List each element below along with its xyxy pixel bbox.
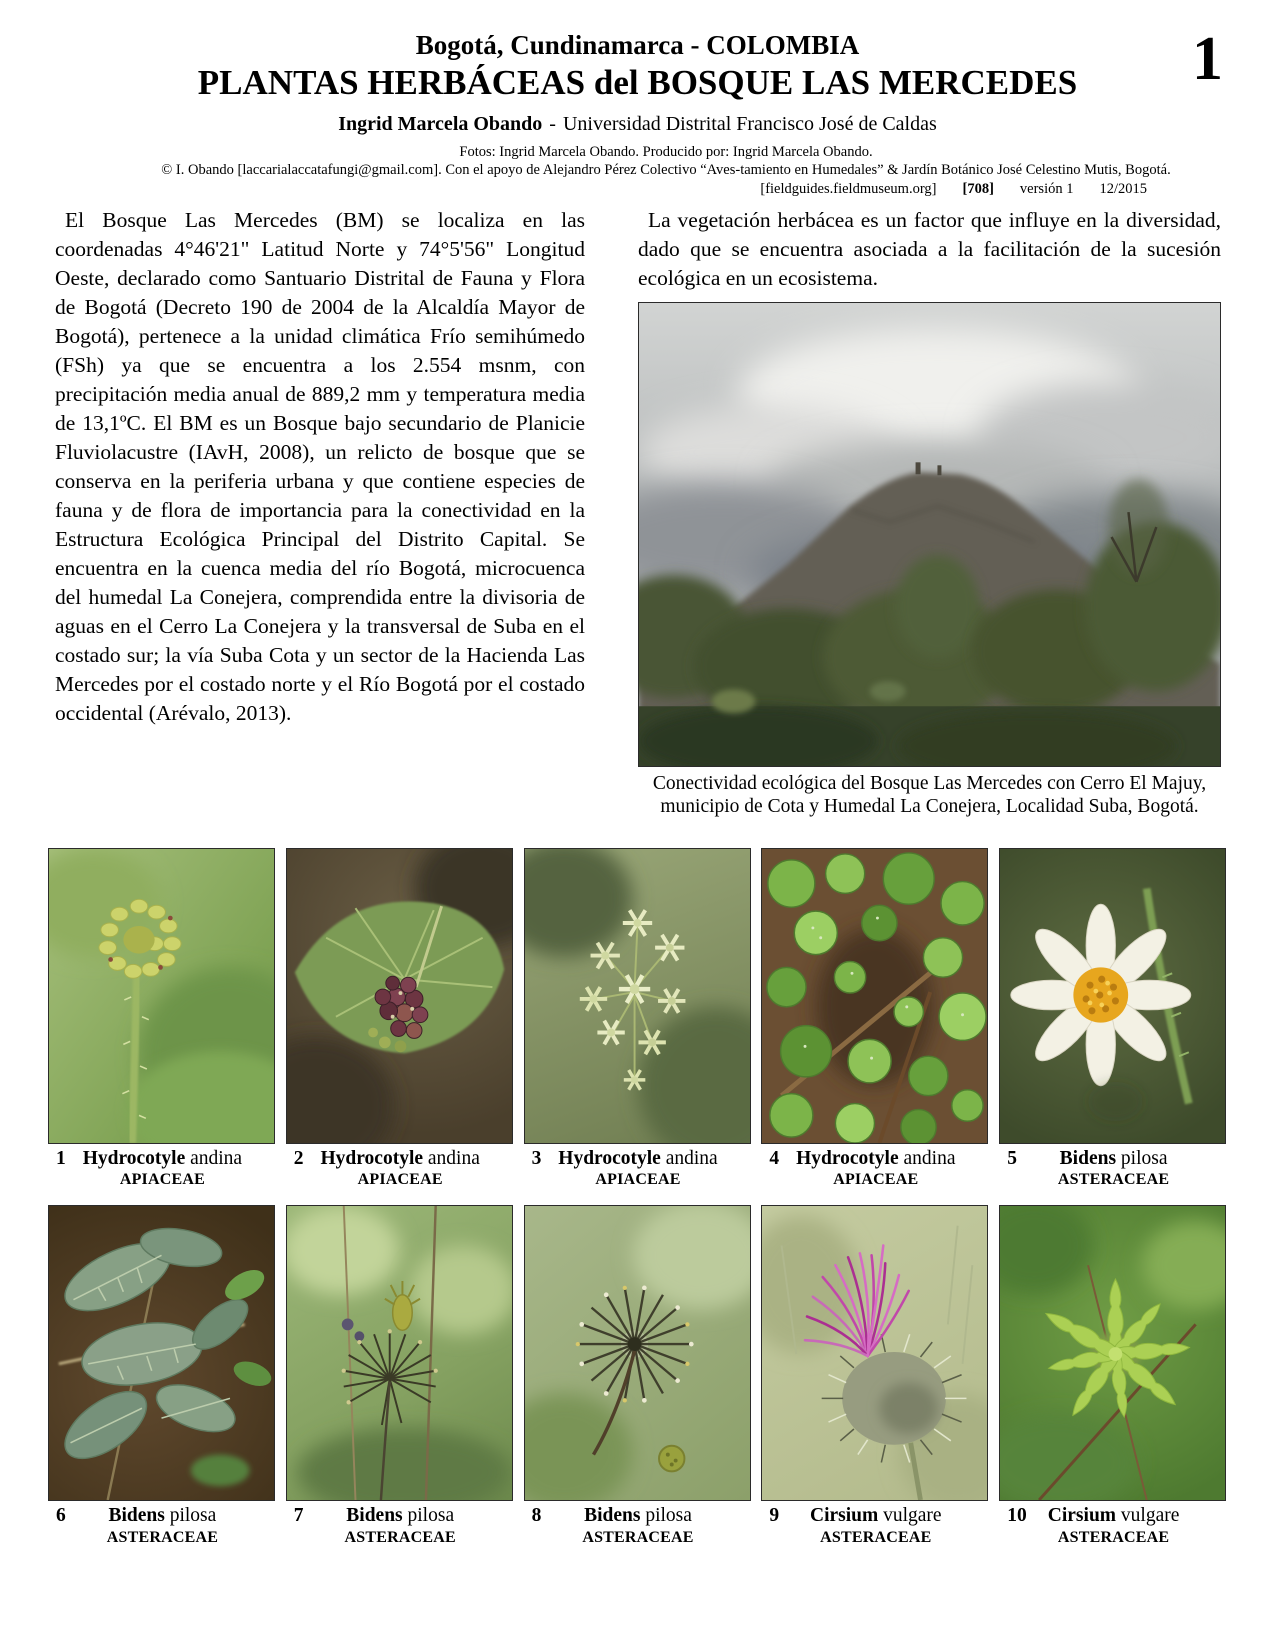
plant-photo-10 bbox=[999, 1205, 1226, 1501]
species-epithet: andina bbox=[427, 1147, 480, 1169]
species-genus: Bidens bbox=[584, 1505, 641, 1527]
species-grid bbox=[48, 848, 1228, 1547]
species-cell-4 bbox=[761, 848, 990, 1189]
version-label: versión 1 bbox=[1019, 180, 1074, 197]
species-family: ASTERACEAE bbox=[106, 1528, 219, 1546]
species-number: 4 bbox=[769, 1147, 780, 1169]
location-heading: Bogotá, Cundinamarca - COLOMBIA bbox=[415, 30, 860, 60]
landscape-caption-line1: Conectividad ecológica del Bosque Las Mercedes con Cerro El Majuy, bbox=[652, 772, 1207, 794]
species-epithet: andina bbox=[903, 1147, 956, 1169]
species-epithet: pilosa bbox=[1120, 1147, 1168, 1169]
page-title: PLANTAS HERBÁCEAS del BOSQUE LAS MERCEDES bbox=[197, 63, 1078, 103]
species-number: 10 bbox=[1007, 1505, 1027, 1527]
species-epithet: vulgare bbox=[883, 1505, 942, 1527]
intro-paragraph-left: El Bosque Las Mercedes (BM) se localiza en las coordenadas 4°46'21" Latitud Norte y 74°5'56" Longitud Oeste, declarado como Santuario Distrital de Fauna y Flora de Bogotá (Decreto 190 de 2004 de la Alcaldía Mayor de Bogotá), pertenece a la unidad climática Frío semihúmedo (FSh) ya que se encuentra a los 2.554 msnm, con precipitación media anual de 889,2 mm y temperatura media de 13,1ºC. El BM es un Bosque bajo secundario de Planicie Fluviolacustre (IAvH, 2008), un relicto de bosque que se conserva en la periferia urbana y que contiene especies de fauna y de flora de importancia para la conectividad en la Estructura Ecológica Principal del Distrito Capital. Se encuentra en la cuenca media del río Bogotá, microcuenca del humedal La Conejera, comprendida entre la divisoria de aguas en el Cerro La Conejera y la transversal de Suba en el costado sur; la vía Suba Cota y un sector de la Hacienda Las Mercedes por el costado norte y el Río Bogotá por el costado occidental (Arévalo, 2013). bbox=[55, 207, 585, 725]
species-cell-2 bbox=[286, 848, 515, 1189]
plant-photo-4 bbox=[761, 848, 988, 1144]
publication-date: 12/2015 bbox=[1099, 180, 1147, 197]
species-epithet: andina bbox=[190, 1147, 243, 1169]
plant-photo-6 bbox=[48, 1205, 275, 1501]
species-family: APIACEAE bbox=[833, 1171, 919, 1189]
landscape-caption-line2: municipio de Cota y Humedal La Conejera, Localidad Suba, Bogotá. bbox=[660, 795, 1199, 817]
species-cell-9 bbox=[761, 1205, 990, 1546]
species-epithet: vulgare bbox=[1120, 1505, 1180, 1527]
landscape-photo bbox=[638, 302, 1221, 767]
species-family: ASTERACEAE bbox=[1057, 1171, 1170, 1189]
credits-copyright-line: © I. Obando [laccarialaccatafungi@gmail.com]. Con el apoyo de Alejandro Pérez Colectivo “Aves-tamiento en Humedales” & Jardín Botánico José Celestino Mutis, Bogotá. bbox=[161, 161, 1171, 178]
author-name: Ingrid Marcela Obando bbox=[338, 113, 543, 136]
page-number: 1 bbox=[1192, 25, 1223, 93]
landscape-illustration bbox=[639, 303, 1220, 766]
species-cell-8 bbox=[524, 1205, 753, 1546]
plant-photo-1 bbox=[48, 848, 275, 1144]
species-number: 7 bbox=[293, 1505, 304, 1527]
species-genus: Hydrocotyle bbox=[320, 1147, 424, 1169]
species-genus: Bidens bbox=[108, 1505, 165, 1527]
species-number: 6 bbox=[56, 1505, 66, 1527]
plant-photo-8 bbox=[524, 1205, 751, 1501]
plant-photo-3 bbox=[524, 848, 751, 1144]
species-cell-7 bbox=[286, 1205, 515, 1546]
plant-photo-5 bbox=[999, 848, 1226, 1144]
species-cell-6 bbox=[48, 1205, 277, 1546]
species-epithet: andina bbox=[665, 1147, 718, 1169]
species-cell-10 bbox=[999, 1205, 1228, 1546]
species-cell-5 bbox=[999, 848, 1228, 1189]
landscape-caption bbox=[638, 772, 1221, 818]
species-number: 1 bbox=[56, 1147, 66, 1169]
species-family: ASTERACEAE bbox=[582, 1528, 694, 1546]
species-number: 9 bbox=[769, 1505, 780, 1527]
species-epithet: pilosa bbox=[169, 1505, 217, 1527]
byline bbox=[0, 113, 1275, 136]
plant-photo-7 bbox=[286, 1205, 513, 1501]
right-column bbox=[638, 206, 1221, 818]
plant-photo-9 bbox=[761, 1205, 988, 1501]
species-family: APIACEAE bbox=[595, 1171, 681, 1189]
source-url: [fieldguides.fieldmuseum.org] bbox=[760, 180, 937, 197]
plant-photo-2 bbox=[286, 848, 513, 1144]
species-cell-1 bbox=[48, 848, 277, 1189]
species-epithet: pilosa bbox=[407, 1505, 455, 1527]
guide-number: [708] bbox=[962, 180, 994, 197]
header bbox=[0, 0, 1275, 198]
species-epithet: pilosa bbox=[645, 1505, 692, 1527]
credits bbox=[57, 144, 1275, 179]
species-family: ASTERACEAE bbox=[1057, 1528, 1170, 1546]
intro-columns bbox=[55, 206, 1221, 818]
species-genus: Cirsium bbox=[809, 1505, 879, 1527]
credits-photos-line: Fotos: Ingrid Marcela Obando. Producido por: Ingrid Marcela Obando. bbox=[459, 144, 873, 161]
species-number: 2 bbox=[293, 1147, 304, 1169]
left-column bbox=[55, 206, 585, 818]
species-family: APIACEAE bbox=[357, 1171, 443, 1189]
species-number: 5 bbox=[1007, 1147, 1017, 1169]
species-genus: Hydrocotyle bbox=[82, 1147, 186, 1169]
species-genus: Cirsium bbox=[1047, 1505, 1117, 1527]
intro-paragraph-right: La vegetación herbácea es un factor que influye en la diversidad, dado que se encuentra asociada a la facilitación de la sucesión ecológica en un ecosistema. bbox=[638, 207, 1221, 290]
species-cell-3 bbox=[524, 848, 753, 1189]
byline-separator: - bbox=[549, 113, 556, 136]
species-number: 3 bbox=[531, 1147, 542, 1169]
species-family: APIACEAE bbox=[119, 1171, 205, 1189]
species-family: ASTERACEAE bbox=[344, 1528, 456, 1546]
species-family: ASTERACEAE bbox=[820, 1528, 932, 1546]
publication-meta bbox=[0, 181, 1147, 198]
species-genus: Hydrocotyle bbox=[558, 1147, 661, 1169]
affiliation: Universidad Distrital Francisco José de Caldas bbox=[562, 113, 937, 136]
species-genus: Bidens bbox=[1059, 1147, 1117, 1169]
species-number: 8 bbox=[531, 1505, 542, 1527]
species-genus: Bidens bbox=[346, 1505, 403, 1527]
species-genus: Hydrocotyle bbox=[796, 1147, 899, 1169]
